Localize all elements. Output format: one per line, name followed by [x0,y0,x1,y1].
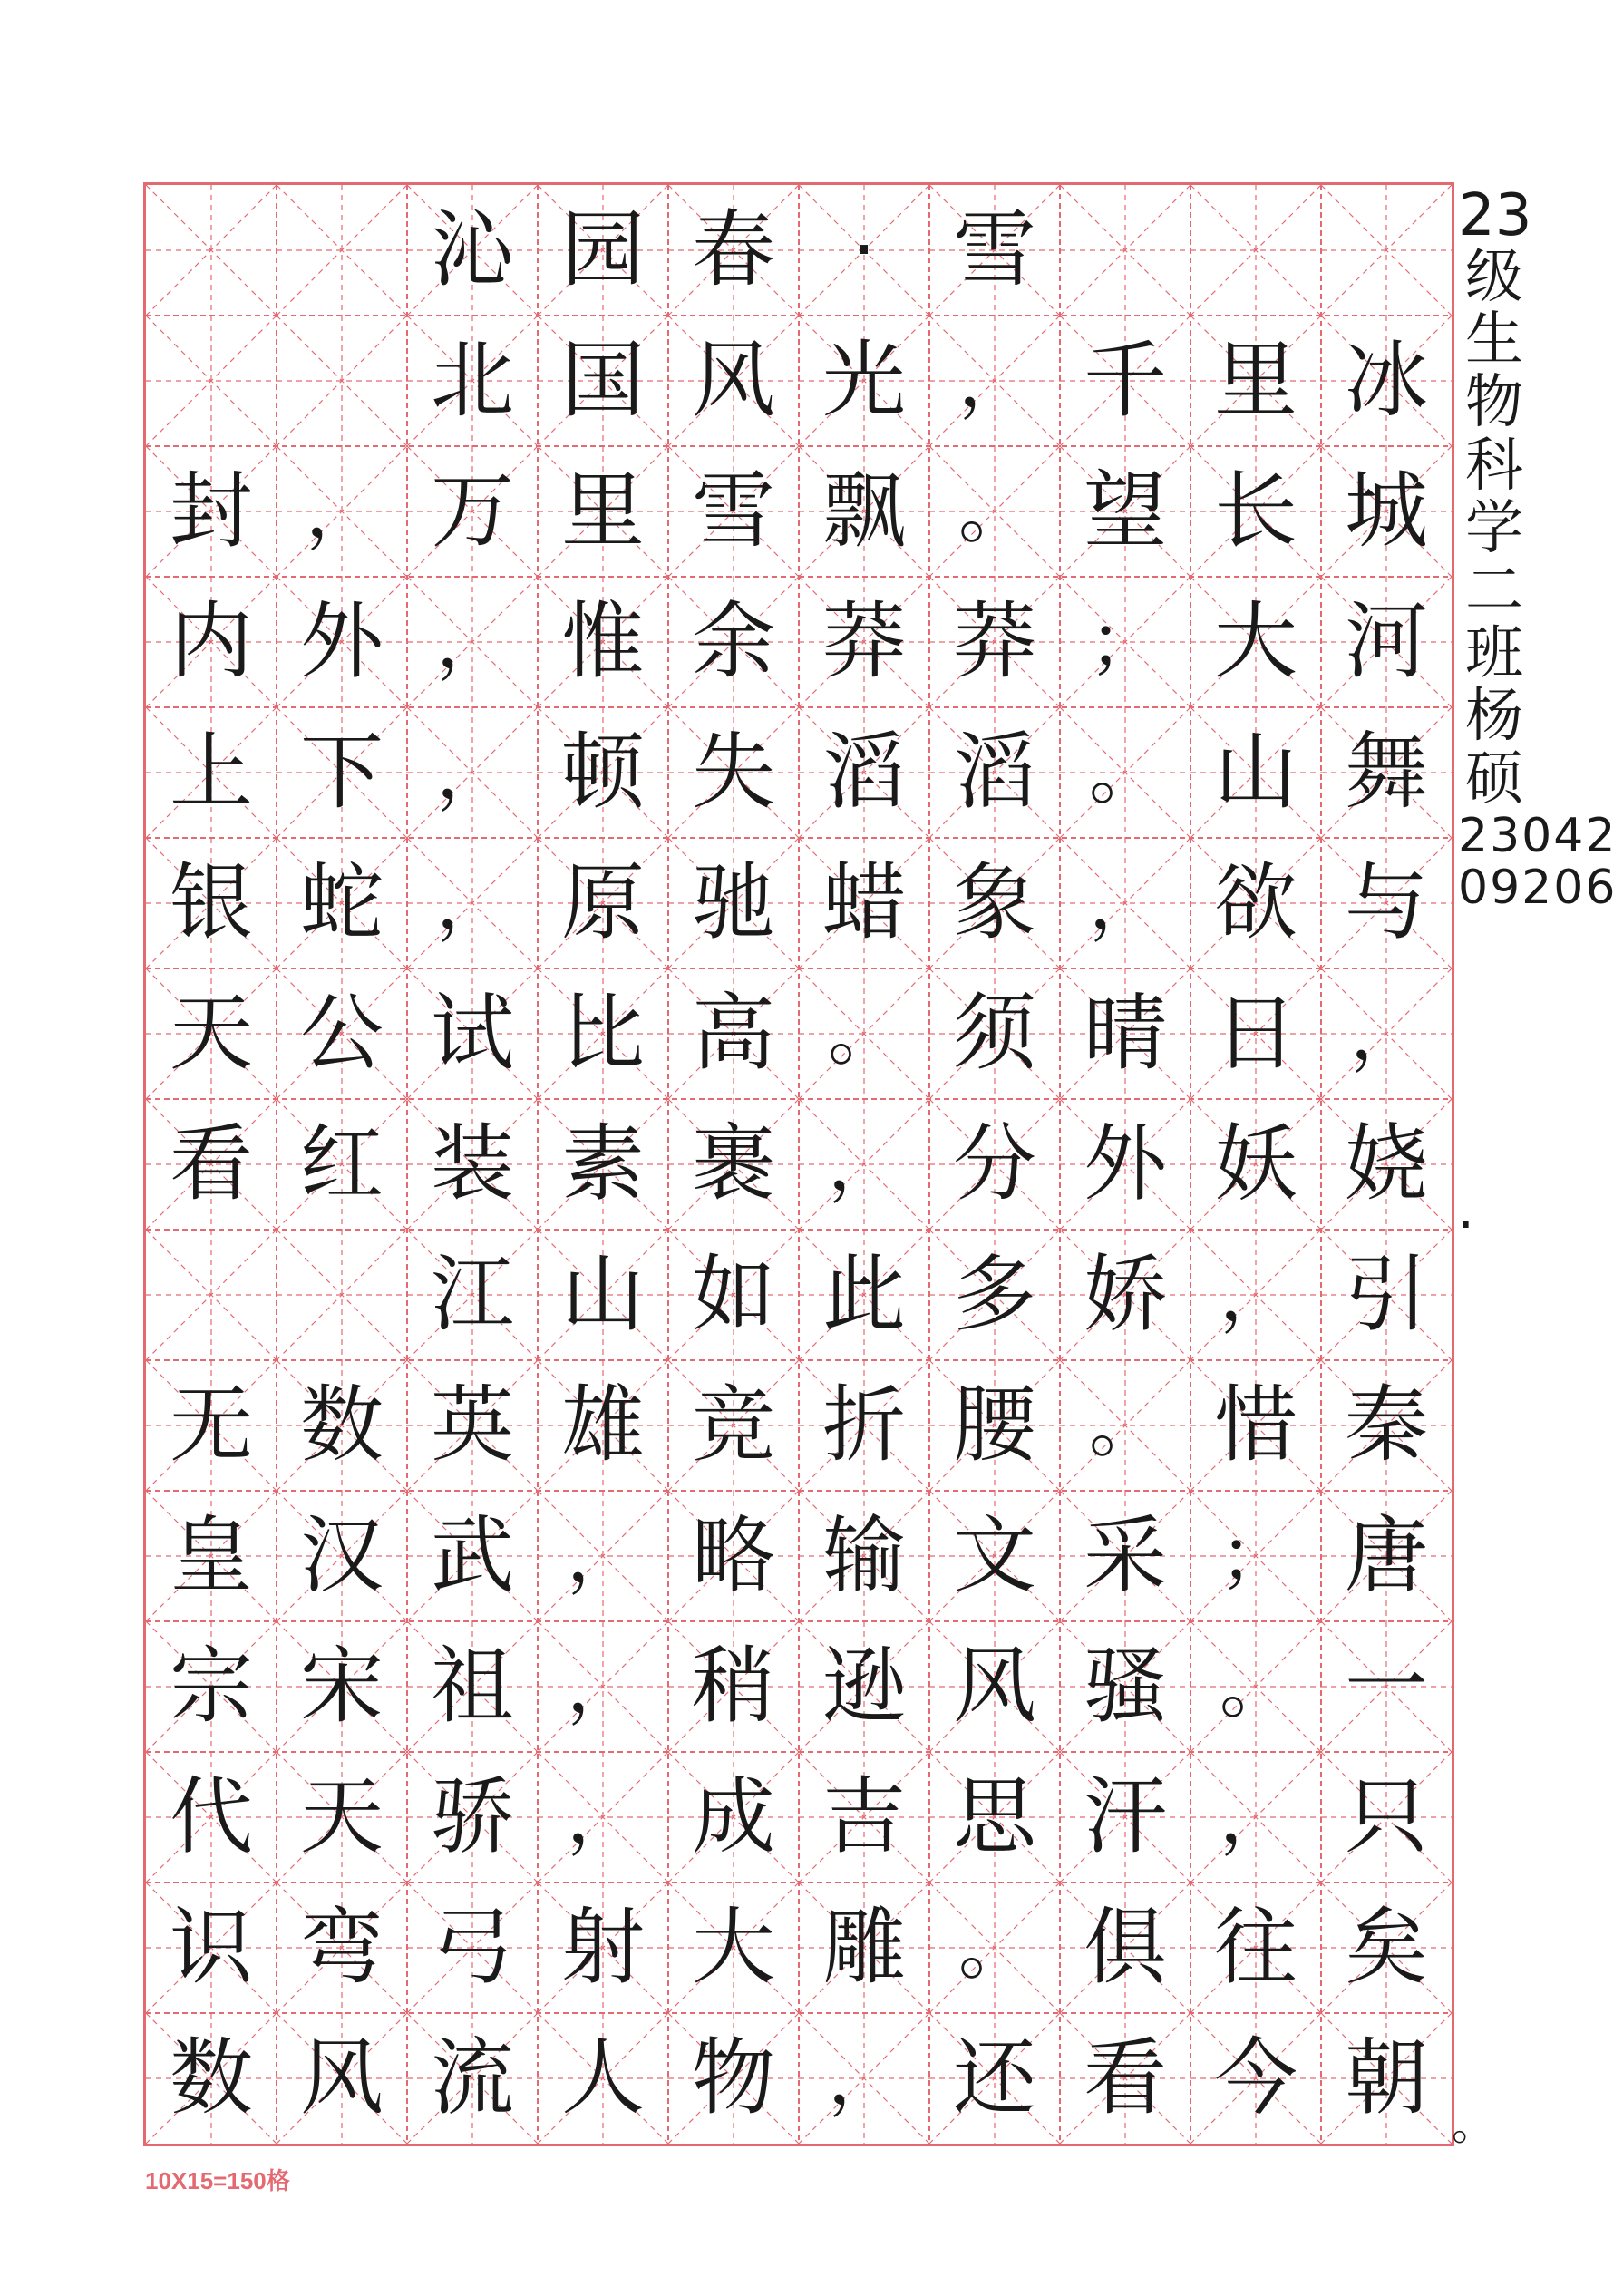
poem-char: 只 [1344,1768,1428,1865]
poem-char: 日 [1213,985,1297,1082]
poem-char: 骚 [1083,1638,1167,1735]
poem-char: ； [1089,599,1161,684]
poem-char: 今 [1213,2029,1297,2126]
poem-char: 红 [299,1115,384,1212]
poem-char: 折 [821,1377,906,1474]
poem-text-grid [146,185,1496,2150]
poem-char: 数 [169,2029,253,2126]
poem-char: 银 [169,854,253,951]
poem-char: 俱 [1083,1899,1167,1996]
poem-char: ， [436,861,509,945]
poem-char: 矣 [1344,1899,1428,1996]
poem-char: 识 [169,1899,253,1996]
poem-char: 高 [691,985,775,1082]
poem-char: 滔 [821,724,906,821]
poem-char: 莽 [952,593,1036,690]
poem-char: 武 [430,1507,514,1604]
poem-char: ， [567,1775,639,1859]
poem-char: ， [306,469,378,553]
poem-char: 须 [952,985,1036,1082]
poem-char: 输 [821,1507,906,1604]
poem-char: 素 [560,1115,645,1212]
poem-char: 看 [1083,2029,1167,2126]
poem-char: ， [1220,1775,1292,1859]
poem-char: 内 [169,593,253,690]
poem-char: 蜡 [821,854,906,951]
poem-char: 汉 [299,1507,384,1604]
class-name-char: 班 [1465,619,1523,687]
poem-char: 数 [299,1377,384,1474]
poem-char: 略 [691,1507,775,1604]
poem-char: 驰 [691,854,775,951]
grid-count-label: 10X15=150格 [145,2167,290,2194]
grade-label: 23 [1458,182,1532,249]
poem-char: 莽 [821,593,906,690]
poem-char: 上 [169,724,253,821]
poem-char: 祖 [430,1638,514,1735]
trailing-period: 。 [1452,2099,1496,2150]
poem-char: 惟 [560,593,645,690]
poem-char: 园 [560,201,645,298]
poem-char: 。 [1220,1644,1292,1728]
poem-char: 秦 [1344,1377,1428,1474]
poem-char: 原 [560,854,645,951]
poem-char: 天 [169,985,253,1082]
poem-char: 骄 [430,1768,514,1865]
poem-char: 里 [1213,332,1297,429]
poem-char: 江 [430,1246,514,1343]
class-name-char: 物 [1465,369,1523,437]
poem-char: 蛇 [299,854,384,951]
poem-char: ， [828,1122,900,1206]
poem-char: 逊 [821,1638,906,1735]
poem-char: ； [1220,1513,1292,1598]
poem-char: ， [1089,861,1161,945]
poem-char: 腰 [952,1377,1036,1474]
poem-char: 宗 [169,1638,253,1735]
poem-char: 妖 [1213,1115,1297,1212]
poem-char: 雪 [691,462,775,559]
poem-char: · [852,208,876,292]
poem-char: 娇 [1083,1246,1167,1343]
poem-char: 文 [952,1507,1036,1604]
poem-char: 天 [299,1768,384,1865]
student-id-line2: 09206 [1458,861,1618,916]
student-id-line1: 23042 [1458,809,1618,864]
poem-char: 成 [691,1768,775,1865]
poem-char: 与 [1344,854,1428,951]
poem-char: 千 [1083,332,1167,429]
poem-char: 下 [299,724,384,821]
student-info [1458,182,1619,916]
poem-char: 顿 [560,724,645,821]
poem-char: 山 [1213,724,1297,821]
poem-char: 象 [952,854,1036,951]
poem-char: 如 [691,1246,775,1343]
poem-char: 弓 [430,1899,514,1996]
poem-char: 娆 [1344,1115,1428,1212]
poem-char: 多 [952,1246,1036,1343]
poem-char: 北 [430,332,514,429]
poem-char: 竞 [691,1377,775,1474]
poem-char: ， [567,1513,639,1598]
poem-char: 春 [691,201,775,298]
poem-char: 。 [958,1905,1031,1990]
poem-char: 雄 [560,1377,645,1474]
poem-char: 长 [1213,462,1297,559]
poem-char: 英 [430,1377,514,1474]
poem-char: 。 [1089,730,1161,814]
poem-char: 欲 [1213,854,1297,951]
poem-char: ， [1220,1252,1292,1337]
poem-char: 试 [430,985,514,1082]
poem-char: 滔 [952,724,1036,821]
poem-char: 国 [560,332,645,429]
poem-char: 流 [430,2029,514,2126]
poem-char: 分 [952,1115,1036,1212]
poem-char: 大 [1213,593,1297,690]
poem-char: 惜 [1213,1377,1297,1474]
poem-char: 万 [430,462,514,559]
poem-char: 雪 [952,201,1036,298]
poem-char: 装 [430,1115,514,1212]
class-name-char: 科 [1465,432,1523,500]
poem-char: 裹 [691,1115,775,1212]
class-name-char: 二 [1465,557,1523,625]
poem-char: 此 [821,1246,906,1343]
class-name-char: 杨 [1465,682,1523,750]
poem-char: 雕 [821,1899,906,1996]
class-name-char: 学 [1465,494,1523,562]
poem-char: 冰 [1344,332,1428,429]
poem-char: 。 [828,991,900,1075]
poem-char: 余 [691,593,775,690]
poem-char: 舞 [1344,724,1428,821]
poem-char: ， [436,730,509,814]
poem-char: 里 [560,462,645,559]
poem-char: 弯 [299,1899,384,1996]
poem-char: ， [436,599,509,684]
poem-char: 望 [1083,462,1167,559]
poem-char: 代 [169,1768,253,1865]
poem-char: 河 [1344,593,1428,690]
class-name-char: 硕 [1465,745,1523,813]
poem-char: 。 [1089,1383,1161,1467]
poem-char: 朝 [1344,2029,1428,2126]
poem-char: 大 [691,1899,775,1996]
poem-char: 采 [1083,1507,1167,1604]
poem-char: 引 [1344,1246,1428,1343]
poem-char: 外 [299,593,384,690]
poem-char: 外 [1083,1115,1167,1212]
poem-char: 吉 [821,1768,906,1865]
class-name-vertical [1458,244,1619,813]
poem-char: 看 [169,1115,253,1212]
poem-char: 沁 [430,201,514,298]
poem-char: 山 [560,1246,645,1343]
poem-char: 一 [1344,1638,1428,1735]
poem-char: 宋 [299,1638,384,1735]
poem-char: 飘 [821,462,906,559]
poem-char: 风 [952,1638,1036,1735]
poem-char: 风 [299,2029,384,2126]
poem-char: 封 [169,462,253,559]
class-name-char: 生 [1465,306,1523,375]
trailing-dot: . [1457,1178,1475,1241]
poem-char: 稍 [691,1638,775,1735]
poem-char: 射 [560,1899,645,1996]
poem-char: ， [958,338,1031,423]
poem-char: 比 [560,985,645,1082]
poem-char: 失 [691,724,775,821]
poem-char: 晴 [1083,985,1167,1082]
poem-char: ， [1350,991,1423,1075]
poem-char: 人 [560,2029,645,2126]
class-name-char: 级 [1465,244,1523,312]
poem-char: 公 [299,985,384,1082]
poem-char: 无 [169,1377,253,1474]
poem-char: 往 [1213,1899,1297,1996]
poem-char: ， [828,2036,900,2120]
poem-char: 光 [821,332,906,429]
poem-char: 物 [691,2029,775,2126]
poem-char: ， [567,1644,639,1728]
poem-char: 唐 [1344,1507,1428,1604]
poem-char: 还 [952,2029,1036,2126]
poem-char: 思 [952,1768,1036,1865]
poem-char: 城 [1344,462,1428,559]
poem-char: 风 [691,332,775,429]
poem-char: 皇 [169,1507,253,1604]
poem-char: 汗 [1083,1768,1167,1865]
poem-char: 。 [958,469,1031,553]
